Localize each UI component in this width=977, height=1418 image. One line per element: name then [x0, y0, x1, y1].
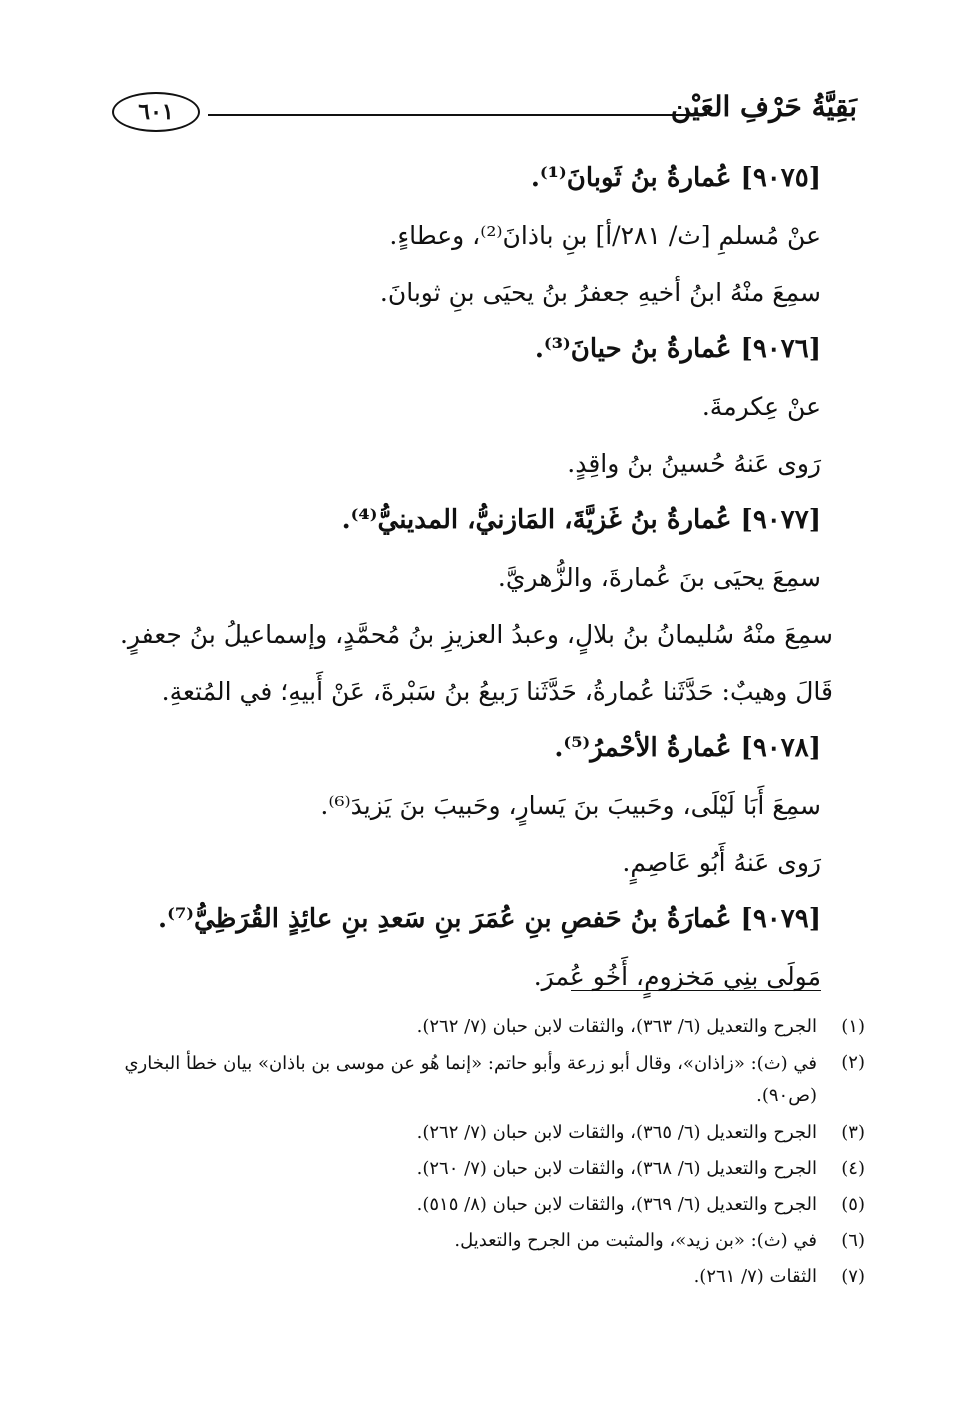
entry-heading: [٩٠٧٧] عُمارةُ بنُ غَزيَّةَ، المَازنيُّ، المدينيُّ⁽⁴⁾.	[341, 505, 821, 535]
footnotes	[110, 1012, 865, 1298]
text-line: سمِعَ منْهُ سُليمانُ بنُ بلالٍ، وعبدُ العزيزِ بنُ مُحمَّدٍ، وإسماعيلُ بنُ جعفرٍ.	[119, 620, 833, 649]
footnote-text: الجرح والتعديل (٦/ ٣٦٨)، والثقات لابن حبان (٧/ ٢٦٠).	[416, 1158, 817, 1179]
footnote-number: (٦)	[841, 1230, 865, 1251]
header-rule	[208, 114, 707, 116]
footnote-text: في (ث): «بن زيد»، والمثبت من الجرح والتعديل.	[454, 1230, 817, 1251]
entry-heading: [٩٠٧٩] عُمارَةُ بنُ حَفصِ بنِ عُمَرَ بنِ سَعدِ بنِ عائِذٍ القُرَظِيُّ⁽⁷⁾.	[158, 904, 821, 934]
footnote-separator	[571, 990, 821, 991]
text-line: سمِعَ أَبَا لَيْلَى، وحَبيبَ بنَ يَسارٍ، وحَبيبَ بنَ يَزيدَ⁽⁶⁾.	[320, 791, 821, 820]
page-header	[112, 88, 857, 136]
main-text	[119, 150, 833, 1005]
text-line: سمِعَ منْهُ ابنُ أخيهِ جعفرُ بنُ يحيَى بنِ ثوبانَ.	[379, 278, 821, 307]
entry-heading: [٩٠٧٨] عُمارةُ الأحْمرُ⁽⁵⁾.	[554, 733, 821, 763]
footnote	[110, 1262, 865, 1292]
page-number: ٦٠١	[112, 92, 200, 132]
text-line: سمِعَ يحيَى بنَ عُمارةَ، والزُّهريَّ.	[497, 563, 821, 592]
footnote-number: (٧)	[841, 1266, 865, 1287]
entry-heading: [٩٠٧٦] عُمارةُ بنُ حيانَ⁽³⁾.	[534, 334, 821, 364]
footnote-text: الجرح والتعديل (٦/ ٣٦٥)، والثقات لابن حبان (٧/ ٢٦٢).	[416, 1122, 817, 1143]
footnote-text: الجرح والتعديل (٦/ ٣٦٩)، والثقات لابن حبان (٨/ ٥١٥).	[416, 1194, 817, 1215]
text-line: رَوى عَنهُ أَبُو عَاصِمٍ.	[622, 848, 821, 877]
footnote	[110, 1226, 865, 1256]
footnote-number: (٢)	[841, 1052, 865, 1073]
text-line: عنْ مُسلمِ [ث/ ٢٨١/أ] بنِ باذانَ⁽²⁾، وعطاءٍ.	[389, 221, 821, 250]
footnote-text: الجرح والتعديل (٦/ ٣٦٣)، والثقات لابن حبان (٧/ ٢٦٢).	[416, 1016, 817, 1037]
text-line: قَالَ وهيبٌ: حَدَّثَنا عُمارةُ، حَدَّثَنا رَبيعُ بنُ سَبْرةَ، عَنْ أَبيهِ؛ في المُتعةِ.	[161, 677, 833, 706]
entry-heading: [٩٠٧٥] عُمارةُ بنُ ثَوبانَ⁽¹⁾.	[530, 163, 821, 193]
footnote	[110, 1154, 865, 1184]
footnote-number: (١)	[841, 1016, 865, 1037]
footnote-number: (٤)	[841, 1158, 865, 1179]
footnote	[110, 1048, 865, 1112]
footnote-text: في (ث): «زاذان»، وقال أبو زرعة وأبو حاتم: «إنما هُو عن موسى بن باذان» بيان خطأ البخاري (ص٩٠).	[124, 1053, 817, 1106]
footnote-number: (٣)	[841, 1122, 865, 1143]
footnote	[110, 1190, 865, 1220]
footnote	[110, 1012, 865, 1042]
footnote-text: الثقات (٧/ ٢٦١).	[693, 1266, 817, 1287]
footnote	[110, 1118, 865, 1148]
footnote-number: (٥)	[841, 1194, 865, 1215]
text-line: عنْ عِكرمةَ.	[701, 392, 821, 421]
section-title: بَقِيَّةُ حَرْفِ العَيْن	[670, 90, 857, 123]
text-line: مَولَى بنِي مَخزومٍ، أَخُو عُمرَ.	[533, 962, 821, 991]
text-line: رَوى عَنهُ حُسينُ بنُ واقِدٍ.	[567, 449, 821, 478]
